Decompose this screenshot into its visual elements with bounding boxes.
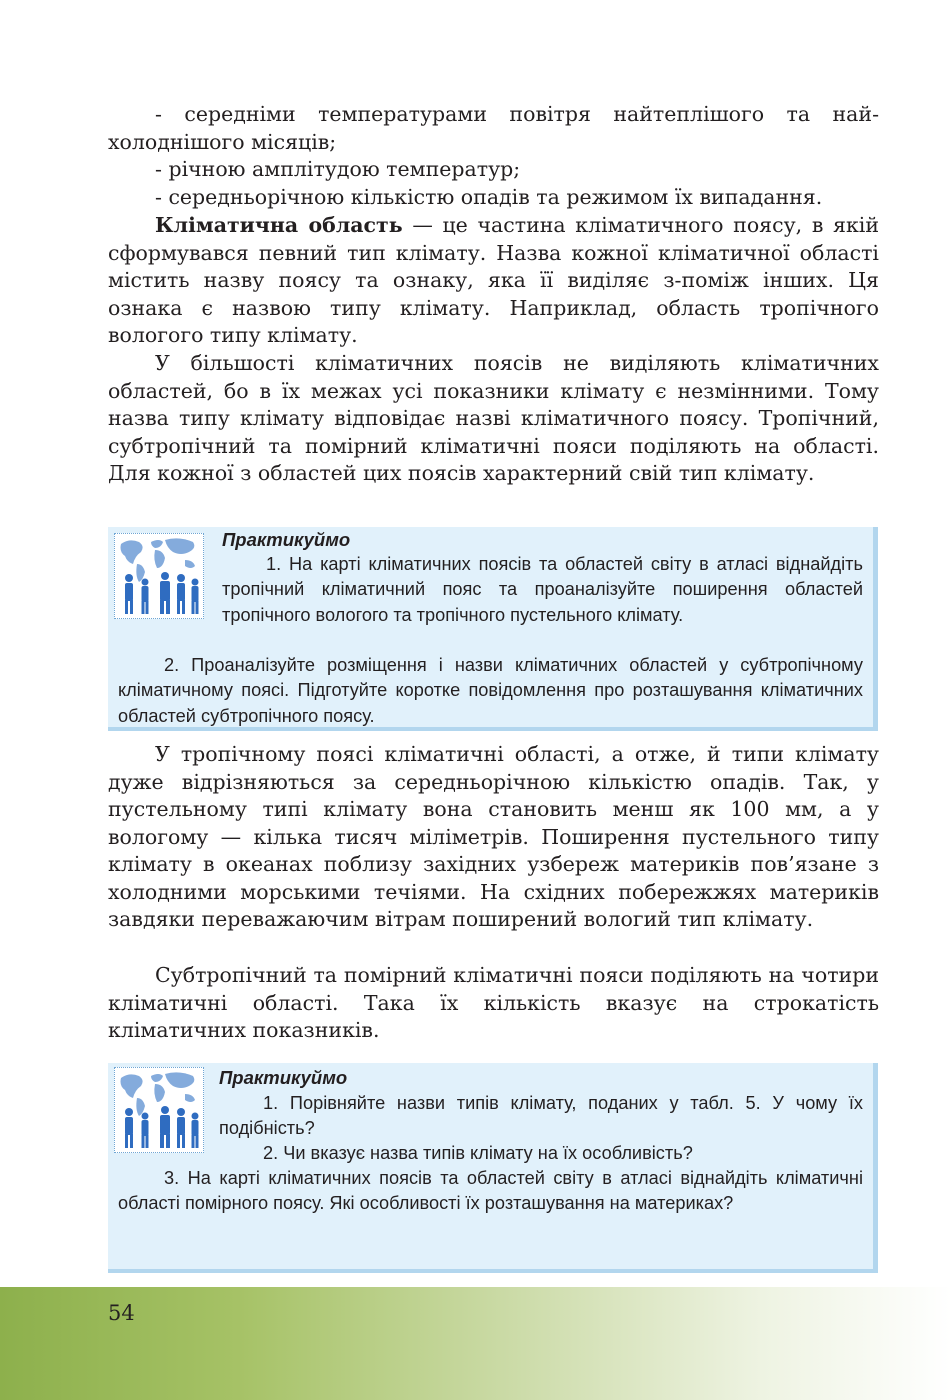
- world-map-people-icon: [114, 533, 204, 619]
- intro-line-1: - середніми температурами повітря найтеплішого та най-холоднішого місяців;: [108, 102, 879, 154]
- world-map-people-icon: [114, 1067, 204, 1153]
- practice2-item-2: 2. Чи вказує назва типів клімату на їх особливість?: [263, 1143, 693, 1163]
- oblast-text: [108, 212, 879, 350]
- practice-title-2: Практикуймо: [219, 1067, 348, 1088]
- footer-band: [0, 1287, 952, 1400]
- subtropical-paragraph: [108, 962, 879, 1045]
- practice1-item-2: 2. Проаналізуйте розміщення і назви кліматичних областей у субтропічному кліматичному поясі. Підготуйте коротке повідомлення про розташування кліматичних областей субтропічного поясу.: [118, 655, 863, 726]
- intro-line-2: - річною амплітудою температур;: [155, 157, 521, 181]
- practice-box-2: [108, 1063, 878, 1273]
- oblast-term: Кліматична область: [155, 213, 403, 237]
- intro-line-3: - середньорічною кількістю опадів та режимом їх випадання.: [155, 184, 823, 209]
- page-number: 54: [108, 1301, 135, 1325]
- practice-title-1: Практикуймо: [222, 529, 351, 550]
- tropical-text: У тропічному поясі кліматичні області, а отже, й типи клімату дуже відрізняються за середньорічною кількістю опадів. Так, у пустельному типі клімату вона становить менш як 100 мм, а у вологому — кілька тисяч міліметрів. Поширення пустельного типу клімату в океанах поблизу західних узбереж материків пов’язане з холодними морськими течіями. На східних побережжях материків завдяки переважаючим вітрам поширений вологий тип клімату.: [108, 742, 879, 931]
- subtropical-text: Субтропічний та помірний кліматичні пояси поділяють на чотири кліматичні області. Така їх кількість вказує на строкатість кліматичних показників.: [108, 963, 879, 1042]
- practice2-item-1: 1. Порівняйте назви типів клімату, поданих у табл. 5. У чому їх подібність?: [219, 1093, 863, 1139]
- practice1-item-1: 1. На карті кліматичних поясів та областей світу в атласі віднайдіть тропічний кліматичний пояс та проаналізуйте поширення областей тропічного вологого та тропічного пустельного клімату.: [222, 554, 863, 625]
- practice2-item-3: 3. На карті кліматичних поясів та областей світу в атласі віднайдіть кліматичні області помірного поясу. Які особливості їх розташування на материках?: [118, 1168, 863, 1214]
- oblast-paragraph: [108, 212, 879, 350]
- belts-text: У більшості кліматичних поясів не виділяють кліматичних областей, бо в їх межах усі показники клімату є незмінними. Тому назва типу клімату відповідає назві кліматичного поясу. Тропічний, субтропічний та помірний кліматичні пояси поділяють на області. Для кожної з областей цих поясів характерний свій тип клімату.: [108, 351, 879, 485]
- oblast-definition: — це частина кліматичного поясу, в якій сформувався певний тип клімату. Назва кожної кліматичної області містить назву поясу та ознаку, яка її виділяє з-поміж інших. Ця ознака є назвою типу клімату. Наприклад, область тропічного вологого типу клімату.: [108, 213, 879, 347]
- practice-box-1: [108, 527, 878, 731]
- belts-paragraph: [108, 350, 879, 488]
- intro-block: [108, 101, 879, 211]
- tropical-paragraph: [108, 741, 879, 934]
